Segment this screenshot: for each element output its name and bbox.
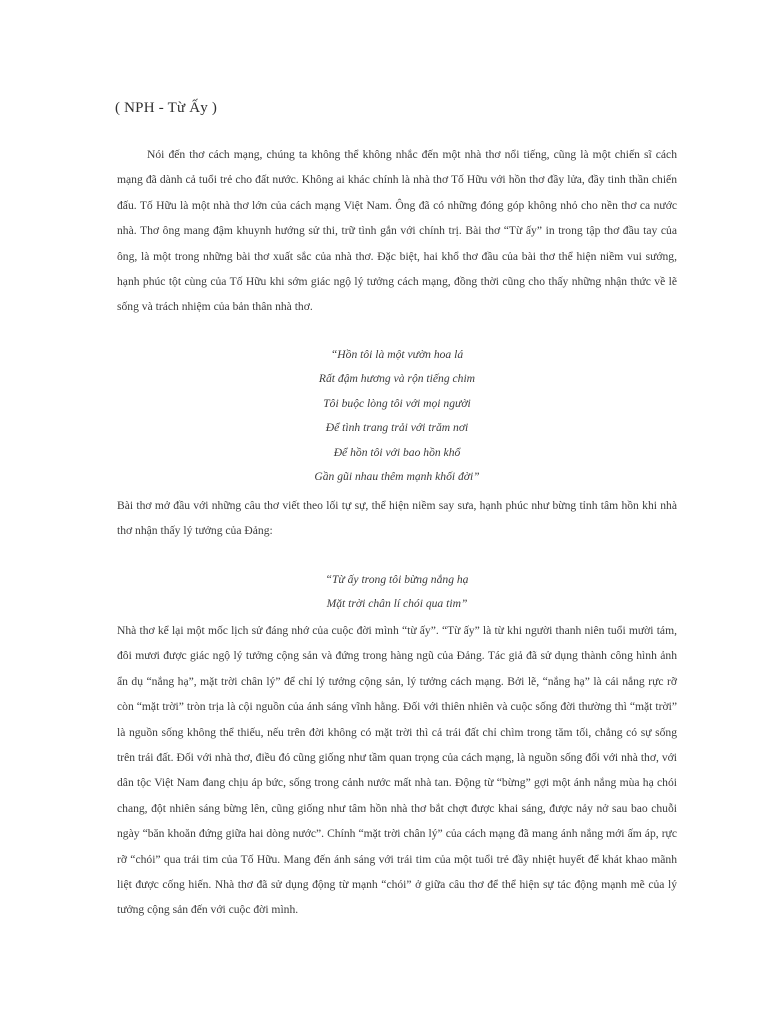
poem-line: Để tình trang trải với trăm nơi [325,421,469,435]
poem-line: Để hồn tôi với bao hồn khổ [333,445,461,459]
poem-line: Mặt trời chân lí chói qua tim” [326,597,468,611]
document-header: ( NPH - Từ Ấy ) [115,100,218,116]
poem-line: Tôi buộc lòng tôi với mọi người [323,396,471,410]
poem-line: “Từ ấy trong tôi bừng nắng hạ [325,573,469,586]
paragraph-3: Nhà thơ kể lại một mốc lịch sử đáng nhớ của cuộc đời mình “từ ấy”. “Từ ấy” là từ khi người thanh niên tuổi mười tám, đôi mươi được giác ngộ lý tưởng cộng sản và đứng trong hàng ngũ của Đảng. Tác giả đã sử dụng thành công hình ảnh ẩn dụ “nắng hạ”, mặt trời chân lý” để chỉ lý tưởng cộng sản, lý tưởng cách mạng. Bởi lẽ, “nắng hạ” là cái nắng rực rỡ còn “mặt trời” tròn trịa là cội nguồn của ánh sáng vĩnh hằng. Đối với thiên nhiên và cuộc sống đời thường thì “mặt trời” là nguồn sống không thể thiếu, nếu trên đời không có mặt trời thì cả trái đất chỉ chìm trong tăm tối, chẳng có sự sống trên trái đất. Đối với nhà thơ, điều đó cũng giống như tầm quan trọng của cách mạng, là nguồn sống đối với nhà thơ, với dân tộc Việt Nam đang chịu áp bức, sống trong cảnh nước mất nhà tan. Động từ “bừng” gợi một ánh nắng mùa hạ chói chang, đột nhiên sáng bừng lên, cũng giống như tâm hồn nhà thơ bắt chợt được khai sáng, được nảy nở sau bao chuỗi ngày “băn khoăn đứng giữa hai dòng nước”. Chính “mặt trời chân lý” của cách mạng đã mang ánh nắng mới ấm áp, rực rỡ “chói” qua trái tim của Tố Hữu. Mang đến ánh sáng với trái tim của một tuổi trẻ đầy nhiệt huyết để khát khao mãnh liệt được cống hiến. Nhà thơ đã sử dụng động từ mạnh “chói” ở giữa câu thơ để thể hiện sự tác động mạnh mẽ của lý tưởng cộng sản đến với cuộc đời mình. [117,624,677,917]
poem-stanza-2 [117,568,677,617]
intro-paragraph: Nói đến thơ cách mạng, chúng ta không thể không nhắc đến một nhà thơ nổi tiếng, cũng là một chiến sĩ cách mạng đã dành cả tuổi trẻ cho đất nước. Không ai khác chính là nhà thơ Tố Hữu với hồn thơ đầy lửa, đầy tinh thần chiến đấu. Tố Hữu là một nhà thơ lớn của cách mạng Việt Nam. Ông đã có những đóng góp không nhỏ cho nền thơ ca nước nhà. Thơ ông mang đậm khuynh hướng sử thi, trữ tình gắn với chính trị. Bài thơ “Từ ấy” in trong tập thơ đầu tay của ông, là một trong những bài thơ xuất sắc của nhà thơ. Đặc biệt, hai khổ thơ đầu của bài thơ thể hiện niềm vui sướng, hạnh phúc tột cùng của Tố Hữu khi sớm giác ngộ lý tưởng cách mạng, đồng thời cũng cho thấy những nhận thức về lẽ sống và trách nhiệm của bản thân nhà thơ. [117,148,677,314]
paragraph-2: Bài thơ mở đầu với những câu thơ viết theo lối tự sự, thể hiện niềm say sưa, hạnh phúc như bừng tỉnh tâm hồn khi nhà thơ nhận thấy lý tưởng của Đảng: [117,499,677,538]
poem-line: Gần gũi nhau thêm mạnh khối đời” [314,470,480,484]
poem-stanza-1 [117,343,677,489]
poem-line: Rất đậm hương và rộn tiếng chim [318,372,476,386]
poem-line: “Hồn tôi là một vườn hoa lá [330,348,464,361]
